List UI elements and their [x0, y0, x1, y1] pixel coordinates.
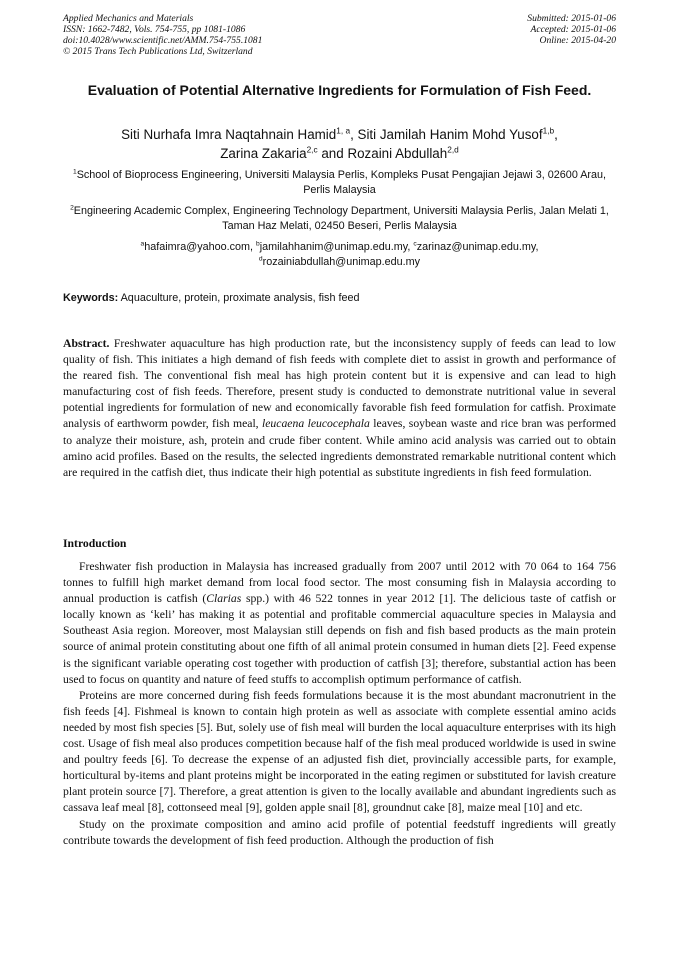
keywords	[63, 291, 616, 305]
author-affiliation-mark: 2,c	[306, 144, 318, 155]
author-name: Siti Jamilah Hanim Mohd Yusof	[357, 127, 543, 142]
date-submitted: Submitted: 2015-01-06	[527, 13, 616, 24]
paragraph: Study on the proximate composition and amino acid profile of potential feedstuff ingredients will greatly contribute towards the development of fish feed production. Although the production of fish	[63, 817, 616, 847]
affiliation-1	[63, 168, 616, 198]
author-name: Siti Nurhafa Imra Naqtahnain Hamid	[121, 127, 337, 142]
email-mark: c	[413, 240, 417, 248]
email-address: rozainiabdullah@unimap.edu.my	[262, 256, 421, 268]
author-affiliation-mark: 2,d	[447, 144, 459, 155]
email-address: zarinaz@unimap.edu.my	[416, 241, 536, 253]
paragraph-text: Freshwater fish production in Malaysia has increased gradually from 2007 until 2012 with 70 064 to 164 756 tonnes to fulfill high market demand from local food sector. The most consuming fish in Malaysia according to annual production is catfish (	[63, 560, 616, 606]
date-online: Online: 2015-04-20	[539, 35, 616, 46]
abstract-label: Abstract.	[63, 337, 110, 350]
author-separator: ,	[350, 127, 358, 142]
introduction-body	[63, 559, 616, 849]
keywords-text: Aquaculture, protein, proximate analysis, fish feed	[120, 292, 360, 304]
affiliation-text: Engineering Academic Complex, Engineering Technology Department, Universiti Malaysia Perlis, Jalan Melati 1, Taman Haz Melati, 02450 Beseri, Perlis Malaysia	[73, 205, 609, 232]
affiliation-2	[63, 204, 616, 234]
email-address: hafaimra@yahoo.com	[144, 241, 251, 253]
journal-name: Applied Mechanics and Materials	[63, 13, 194, 24]
author-list	[63, 125, 616, 163]
journal-issn: ISSN: 1662-7482, Vols. 754-755, pp 1081-1086	[63, 24, 246, 35]
publication-dates	[416, 13, 616, 46]
email-address: jamilahhanim@unimap.edu.my	[259, 241, 408, 253]
email-separator: ,	[535, 241, 539, 253]
abstract-text: leaves, soybean waste and rice bran was performed to analyze their moisture, ash, protein and crude fiber content. While amino acid analysis was carried out to obtain amino acid profiles. Based on the results, the selected ingredients demonstrated remarkable nutritional content which are required in the catfish diet, thus indicate their high potential as substitute ingredients in fish feed formulation.	[63, 417, 617, 479]
email-mark: b	[256, 240, 260, 248]
author-emails	[63, 240, 616, 270]
keywords-label: Keywords:	[63, 292, 119, 304]
email-mark: a	[140, 240, 145, 248]
paragraph	[63, 559, 616, 688]
author-separator: and	[317, 146, 348, 161]
author-affiliation-mark: 1, a	[336, 125, 351, 136]
author-affiliation-mark: 1,b	[542, 125, 555, 136]
paragraph-text: spp.) with 46 522 tonnes in year 2012 [1]. The delicious taste of catfish or locally known as ‘keli’ has making it as potential and profitable commercial aquaculture species in Malaysia and Southeast Asia region. Moreover, most Malaysian still depends on fish and fish based products as the main protein source of animal protein constituting about one fifth of all animal protein consumed in human diets [2]. Feed expense is the significant variable operating cost together with production of catfish [3]; therefore, substantial action has been used to focus on quantity and nature of feed stuffs to accomplish optimum performance of catfish.	[63, 592, 616, 686]
abstract-text: Freshwater aquaculture has high production rate, but the inconsistency supply of feeds can lead to low quality of fish. This initiates a high demand of fish feeds with complete diet to assist in growth and performance of the reared fish. The conventional fish meal has high protein content but it is expensive and can lead to high manufacturing cost of fish feeds. Therefore, present study is conducted to demonstrate nutritional value in several potential ingredients for formulation of new and economically favorable fish feed formulation for catfish. Proximate analysis of earthworm powder, fish meal,	[63, 337, 616, 431]
journal-doi: doi:10.4028/www.scientific.net/AMM.754-755.1081	[63, 35, 263, 46]
email-separator: ,	[407, 241, 414, 253]
author-separator: ,	[554, 127, 558, 142]
affiliation-mark: 1	[72, 168, 77, 176]
abstract	[63, 336, 616, 481]
section-heading-introduction: Introduction	[63, 537, 127, 550]
paper-title: Evaluation of Potential Alternative Ingredients for Formulation of Fish Feed.	[87, 82, 592, 98]
journal-copyright: © 2015 Trans Tech Publications Ltd, Switzerland	[63, 46, 253, 57]
affiliation-mark: 2	[70, 204, 74, 212]
email-separator: ,	[250, 241, 257, 253]
paragraph: Proteins are more concerned during fish feeds formulations because it is the most abundant macronutrient in the fish feeds [4]. Fishmeal is known to contain high protein as well as associate with complete essential amino acids needed by most fish species [5]. But, solely use of fish meal will burden the local aquaculture enterprises with its high cost. Usage of fish meal also produces competition because half of the fish meal produced worldwide is used in swine and poultry feeds [6]. To decrease the expense of an adjusted fish diet, provincially accessible parts, for example, horticultural by-items and plant proteins might be incorporated in the eating regimen or substituted for lavish creature plant protein source [7]. Therefore, a great attention is given to the locally available and abundant ingredients such as cassava leaf meal [8], cottonseed meal [9], golden apple snail [8], groundnut cake [8], maize meal [10] and etc.	[63, 688, 616, 815]
journal-info	[63, 13, 363, 57]
abstract-species-name: leucaena leucocephala	[262, 417, 370, 431]
affiliation-text: School of Bioprocess Engineering, Universiti Malaysia Perlis, Kompleks Pusat Pengajian Jejawi 3, 02600 Arau, Perlis Malaysia	[76, 169, 607, 196]
genus-name: Clarias	[206, 592, 242, 606]
date-accepted: Accepted: 2015-01-06	[530, 24, 616, 35]
author-name: Rozaini Abdullah	[347, 146, 448, 161]
email-mark: d	[258, 255, 263, 263]
author-name: Zarina Zakaria	[220, 146, 307, 161]
